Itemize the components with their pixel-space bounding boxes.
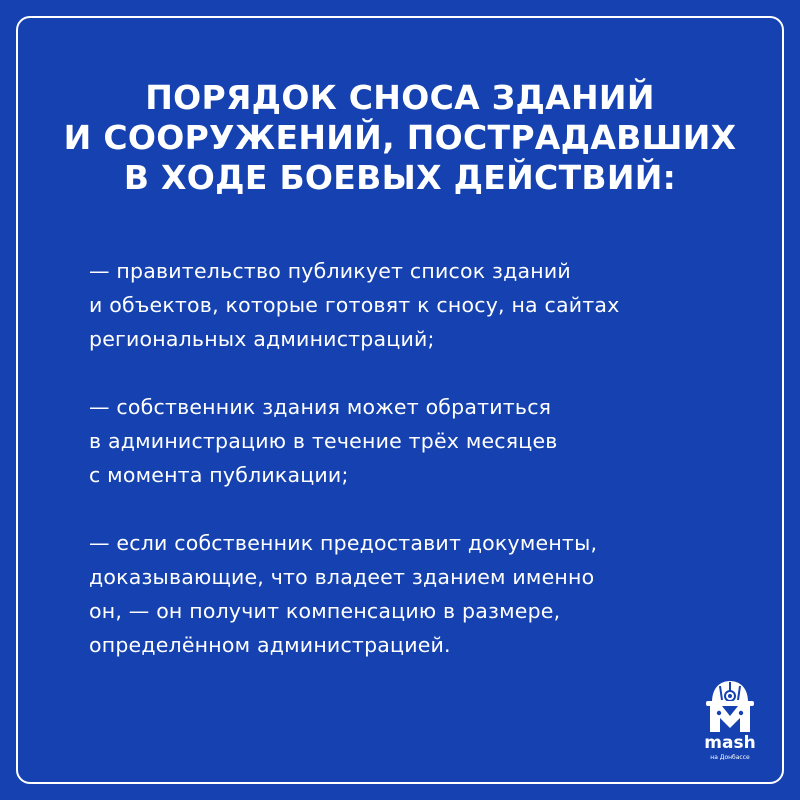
logo-wordmark: mash xyxy=(704,733,756,753)
mash-logo xyxy=(698,676,762,772)
card-title xyxy=(60,78,740,198)
paragraph-line: и объектов, которые готовят к сносу, на сайтах xyxy=(89,293,620,317)
title-line: В ХОДЕ БОЕВЫХ ДЕЙСТВИЙ: xyxy=(123,158,677,197)
paragraph-line: региональных администраций; xyxy=(89,327,435,351)
paragraph-line: в администрацию в течение трёх месяцев xyxy=(89,429,558,453)
title-line: И СООРУЖЕНИЙ, ПОСТРАДАВШИХ xyxy=(63,118,737,157)
paragraph-line: — правительство публикует список зданий xyxy=(89,259,571,283)
paragraph-compensation xyxy=(89,526,729,662)
paragraph-appeal xyxy=(89,390,729,492)
paragraph-line: доказывающие, что владеет зданием именно xyxy=(89,565,595,589)
card-body xyxy=(89,254,729,696)
paragraph-line: — собственник здания может обратиться xyxy=(89,395,552,419)
mash-helmet-icon xyxy=(698,676,762,734)
paragraph-publication xyxy=(89,254,729,356)
logo-subtitle: на Донбассе xyxy=(710,754,750,761)
paragraph-line: с момента публикации; xyxy=(89,463,349,487)
title-line: ПОРЯДОК СНОСА ЗДАНИЙ xyxy=(145,78,655,117)
paragraph-line: определённом администрацией. xyxy=(89,633,451,657)
paragraph-line: — если собственник предоставит документы, xyxy=(89,531,598,555)
paragraph-line: он, — он получит компенсацию в размере, xyxy=(89,599,561,623)
